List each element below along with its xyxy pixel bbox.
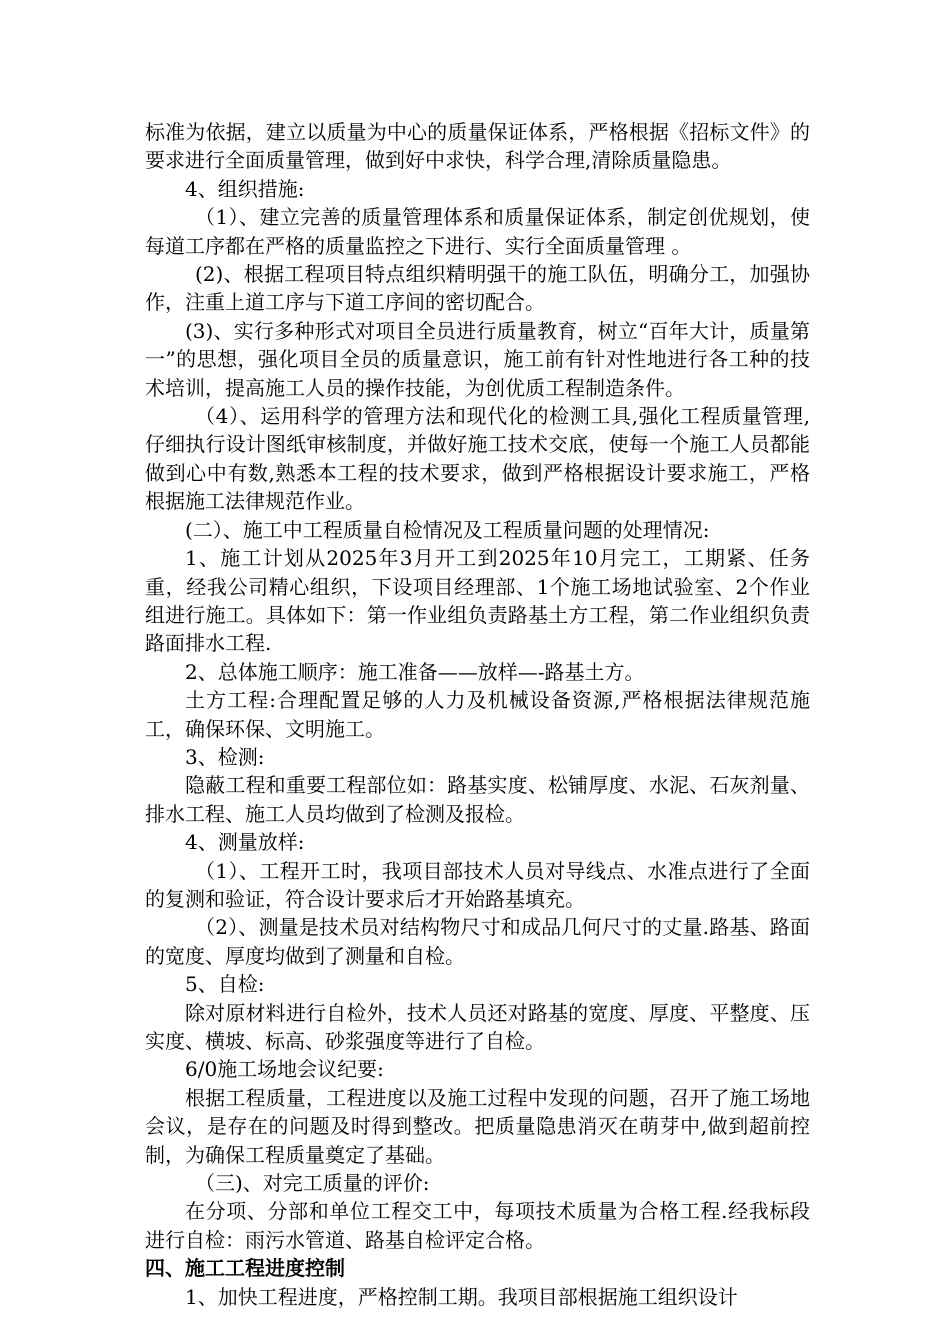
paragraph: （1）、工程开工时，我项目部技术人员对导线点、水准点进行了全面的复测和验证，符合设计要求后才开始路基填充。 [145, 858, 810, 911]
paragraph: 除对原材料进行自检外，技术人员还对路基的宽度、厚度、平整度、压实度、横坡、标高、砂浆强度等进行了自检。 [145, 1000, 810, 1053]
paragraph: 3、检测: [185, 744, 265, 769]
paragraph: 2、总体施工顺序：施工准备——放样—-路基土方。 [185, 659, 645, 684]
paragraph: 土方工程:合理配置足够的人力及机械设备资源,严格根据法律规范施工，确保环保、文明施工。 [145, 688, 810, 741]
paragraph: 6/0施工场地会议纪要: [185, 1057, 384, 1082]
paragraph: （4）、运用科学的管理方法和现代化的检测工具,强化工程质量管理,仔细执行设计图纸审核制度，并做好施工技术交底，使每一个施工人员都能做到心中有数,熟悉本工程的技术要求，做到严格根据设计要求施工，严格根据施工法律规范作业。 [145, 404, 810, 514]
paragraph: 根据工程质量，工程进度以及施工过程中发现的问题，召开了施工场地会议，是存在的问题及时得到整改。把质量隐患消灭在萌芽中,做到超前控制，为确保工程质量奠定了基础。 [145, 1085, 810, 1167]
paragraph: 1、加快工程进度，严格控制工期。我项目部根据施工组织设计 [185, 1284, 738, 1309]
paragraph: (2)、根据工程项目特点组织精明强干的施工队伍，明确分工，加强协作，注重上道工序与下道工序间的密切配合。 [145, 262, 810, 315]
paragraph: 在分项、分部和单位工程交工中，每项技术质量为合格工程.经我标段进行自检：雨污水管道、路基自检评定合格。 [145, 1199, 810, 1252]
paragraph: 4、测量放样: [185, 830, 305, 855]
paragraph: 5、自检: [185, 972, 265, 997]
paragraph: （1）、建立完善的质量管理体系和质量保证体系，制定创优规划，使每道工序都在严格的质量监控之下进行、实行全面质量管理 。 [145, 205, 810, 258]
paragraph: 标准为依据，建立以质量为中心的质量保证体系，严格根据《招标文件》的要求进行全面质量管理，做到好中求快，科学合理,清除质量隐患。 [145, 120, 810, 173]
paragraph: 隐蔽工程和重要工程部位如：路基实度、松铺厚度、水泥、石灰剂量、排水工程、施工人员均做到了检测及报检。 [145, 773, 810, 826]
paragraph: （三)、对完工质量的评价: [195, 1171, 430, 1196]
paragraph: (二）、施工中工程质量自检情况及工程质量问题的处理情况: [185, 517, 710, 542]
paragraph: 4、组织措施: [185, 176, 305, 201]
paragraph: 1、施工计划从2025年3月开工到2025年10月完工，工期紧、任务重，经我公司精心组织，下设项目经理部、1个施工场地试验室、2个作业组进行施工。具体如下：第一作业组负责路基土方工程，第二作业组织负责路面排水工程. [145, 546, 810, 656]
section-heading: 四、施工工程进度控制 [145, 1256, 345, 1281]
paragraph: （2）、测量是技术员对结构物尺寸和成品几何尺寸的丈量.路基、路面的宽度、厚度均做到了测量和自检。 [145, 915, 810, 968]
document-body [145, 118, 810, 1311]
paragraph: (3)、实行多种形式对项目全员进行质量教育，树立“百年大计，质量第一”的思想，强化项目全员的质量意识，施工前有针对性地进行各工种的技术培训，提高施工人员的操作技能，为创优质工程制造条件。 [145, 318, 810, 400]
